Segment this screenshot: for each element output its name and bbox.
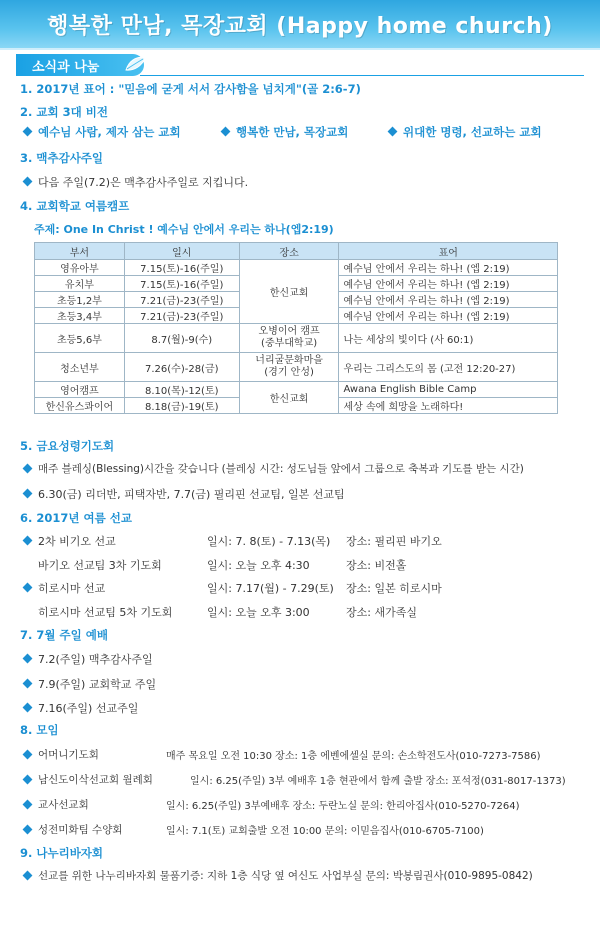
mission-name: 2차 비기오 선교 — [38, 535, 116, 548]
bullet-icon — [23, 800, 33, 810]
section-1-heading: 1. 2017년 표어 : "믿음에 굳게 서서 감사함을 넘치게"(골 2:6-7) — [20, 82, 361, 96]
table-cell: 7.26(수)-28(금) — [124, 353, 239, 382]
section-8-heading: 8. 모임 — [20, 723, 59, 737]
table-cell: Awana English Bible Camp — [339, 382, 558, 398]
column-header: 부서 — [35, 243, 125, 260]
bullet-icon — [221, 127, 231, 137]
table-cell: 초등1,2부 — [35, 292, 125, 308]
bullet-icon — [23, 464, 33, 474]
bullet-icon — [23, 177, 33, 187]
mission-name: 히로시마 선교 — [38, 582, 106, 595]
section-4-heading: 4. 교회학교 여름캠프 — [20, 199, 130, 213]
section-2-heading: 2. 교회 3대 비전 — [20, 105, 108, 119]
table-cell: 한신교회 — [239, 382, 339, 414]
camp-theme: 주제: One In Christ ! 예수님 안에서 우리는 하나(엡2:19) — [34, 223, 334, 236]
table-cell: 오병이어 캠프 (중부대학교) — [239, 324, 339, 353]
meeting-detail: 매주 목요일 오전 10:30 장소: 1층 에벤에셀실 문의: 손소학전도사(010-7273-7586) — [166, 751, 541, 762]
mission-date: 일시: 오늘 오후 4:30 — [207, 559, 310, 572]
sunday-service-line: 7.16(주일) 선교주일 — [38, 702, 139, 715]
bullet-icon — [23, 703, 33, 713]
meeting-name: 어머니기도회 — [38, 749, 99, 761]
bullet-icon — [23, 489, 33, 499]
vision-1: 예수님 사람, 제자 삼는 교회 — [38, 125, 181, 139]
vision-2: 행복한 만남, 목장교회 — [236, 125, 349, 139]
section-5-heading: 5. 금요성령기도회 — [20, 439, 115, 453]
bullet-icon — [23, 679, 33, 689]
table-cell: 청소년부 — [35, 353, 125, 382]
meeting-name: 성전미화팀 수양회 — [38, 824, 123, 836]
section-3-heading: 3. 맥추감사주일 — [20, 151, 104, 165]
section-7-heading: 7. 7월 주일 예배 — [20, 628, 108, 642]
bullet-icon — [23, 825, 33, 835]
sunday-service-line: 7.9(주일) 교회학교 주일 — [38, 678, 157, 691]
leaf-icon — [124, 56, 146, 72]
meeting-detail: 일시: 6.25(주일) 3부예배후 장소: 두란노실 문의: 한리아집사(010-5270-7264) — [166, 801, 520, 812]
table-row — [35, 260, 558, 276]
bullet-icon — [23, 127, 33, 137]
table-cell: 예수님 안에서 우리는 하나! (엡 2:19) — [339, 292, 558, 308]
table-cell: 영어캠프 — [35, 382, 125, 398]
mission-date: 일시: 7. 8(토) - 7.13(목) — [207, 535, 331, 548]
table-cell: 우리는 그리스도의 몸 (고전 12:20-27) — [339, 353, 558, 382]
bullet-icon — [23, 654, 33, 664]
harvest-sunday-note: 다음 주일(7.2)은 맥추감사주일로 지킵니다. — [38, 176, 249, 189]
table-cell: 영유아부 — [35, 260, 125, 276]
meeting-name: 교사선교회 — [38, 799, 89, 811]
sunday-service-line: 7.2(주일) 맥추감사주일 — [38, 653, 153, 666]
table-cell: 7.21(금)-23(주일) — [124, 292, 239, 308]
column-header: 일시 — [124, 243, 239, 260]
section-tab — [16, 54, 144, 76]
camp-table — [34, 242, 558, 414]
mission-place: 장소: 새가족실 — [346, 606, 417, 619]
mission-date: 일시: 오늘 오후 3:00 — [207, 606, 310, 619]
meeting-name: 남신도이삭선교회 월례회 — [38, 774, 153, 786]
mission-name: 히로시마 선교팀 5차 기도회 — [38, 606, 173, 619]
friday-prayer-line: 6.30(금) 리더반, 피택자반, 7.7(금) 필리핀 선교팀, 일본 선교팀 — [38, 488, 345, 501]
column-header: 표어 — [339, 243, 558, 260]
bullet-icon — [23, 536, 33, 546]
table-cell: 나는 세상의 빛이다 (사 60:1) — [339, 324, 558, 353]
table-cell: 예수님 안에서 우리는 하나! (엡 2:19) — [339, 308, 558, 324]
mission-place: 장소: 일본 히로시마 — [346, 582, 442, 595]
table-cell: 세상 속에 희망을 노래하다! — [339, 398, 558, 414]
page-banner — [0, 0, 600, 50]
section-divider — [140, 75, 584, 76]
table-cell: 예수님 안에서 우리는 하나! (엡 2:19) — [339, 260, 558, 276]
table-row — [35, 324, 558, 353]
mission-name: 바기오 선교팀 3차 기도회 — [38, 559, 162, 572]
table-cell: 7.21(금)-23(주일) — [124, 308, 239, 324]
mission-place: 장소: 필리핀 바기오 — [346, 535, 442, 548]
bullet-icon — [23, 775, 33, 785]
bullet-icon — [388, 127, 398, 137]
table-row — [35, 353, 558, 382]
table-cell: 유치부 — [35, 276, 125, 292]
meeting-detail: 일시: 6.25(주일) 3부 예배후 1층 현관에서 함께 출발 장소: 포석정(031-8017-1373) — [190, 776, 566, 787]
table-cell: 7.15(토)-16(주일) — [124, 260, 239, 276]
table-cell: 초등5,6부 — [35, 324, 125, 353]
table-cell: 8.18(금)-19(토) — [124, 398, 239, 414]
table-cell: 8.7(월)-9(수) — [124, 324, 239, 353]
table-row — [35, 382, 558, 398]
table-cell: 한신유스콰이어 — [35, 398, 125, 414]
table-cell: 8.10(목)-12(토) — [124, 382, 239, 398]
section-tab-label: 소식과 나눔 — [32, 59, 100, 75]
table-cell: 너리굴문화마을 (경기 안성) — [239, 353, 339, 382]
bullet-icon — [23, 583, 33, 593]
page-title: 행복한 만남, 목장교회 (Happy home church) — [47, 13, 553, 39]
section-9-heading: 9. 나누리바자회 — [20, 846, 104, 860]
mission-place: 장소: 비전홀 — [346, 559, 407, 572]
table-cell: 7.15(토)-16(주일) — [124, 276, 239, 292]
section-6-heading: 6. 2017년 여름 선교 — [20, 511, 132, 525]
table-cell: 한신교회 — [239, 260, 339, 324]
bullet-icon — [23, 871, 33, 881]
bullet-icon — [23, 750, 33, 760]
meeting-detail: 일시: 7.1(토) 교회출발 오전 10:00 문의: 이믿음집사(010-6705-7100) — [166, 826, 484, 837]
table-header-row — [35, 243, 558, 260]
bazaar-line: 선교를 위한 나누리바자회 물품기증: 지하 1층 식당 옆 여신도 사업부실 문의: 박봉림권사(010-9895-0842) — [38, 870, 533, 882]
friday-prayer-line: 매주 블레싱(Blessing)시간을 갖습니다 (블레싱 시간: 성도님들 앞에서 그룹으로 축복과 기도를 받는 시간) — [38, 463, 524, 475]
vision-3: 위대한 명령, 선교하는 교회 — [403, 125, 542, 139]
mission-date: 일시: 7.17(월) - 7.29(토) — [207, 582, 334, 595]
table-cell: 초등3,4부 — [35, 308, 125, 324]
column-header: 장소 — [239, 243, 339, 260]
table-cell: 예수님 안에서 우리는 하나! (엡 2:19) — [339, 276, 558, 292]
